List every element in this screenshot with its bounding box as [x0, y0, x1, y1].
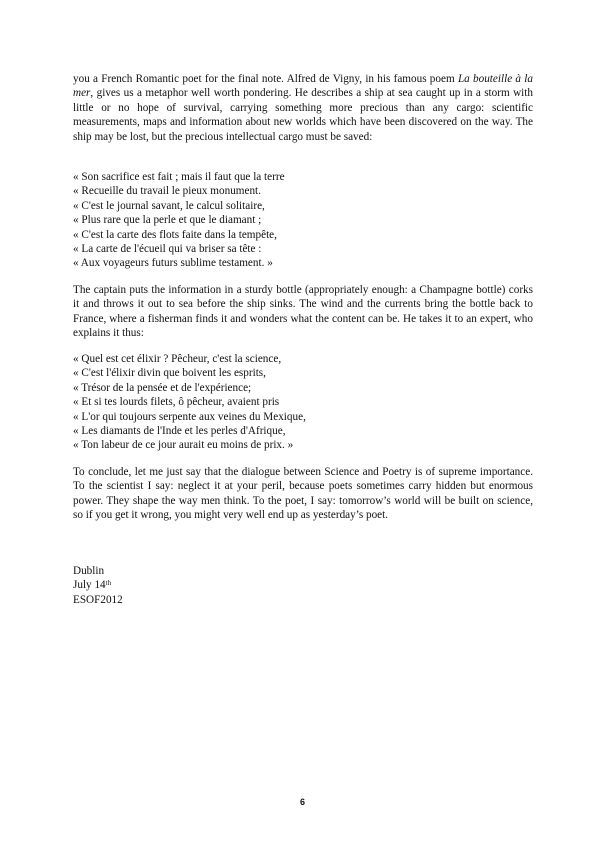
signature-date: July 14th: [73, 579, 112, 592]
poem-line: « C'est la carte des flots faite dans la tempête,: [73, 228, 277, 241]
poem-line: « L'or qui toujours serpente aux veines du Mexique,: [73, 410, 306, 423]
poem-line: « Aux voyageurs futurs sublime testament. »: [73, 257, 273, 270]
paragraph-vigny-intro: [73, 72, 533, 144]
signature-block: [73, 564, 123, 607]
signature-place: Dublin: [73, 565, 105, 577]
page-number: 6: [299, 797, 305, 807]
signature-event: ESOF2012: [73, 593, 123, 606]
poem-line: « Recueille du travail le pieux monument.: [73, 185, 261, 198]
poem-line: « La carte de l'écueil qui va briser sa tête :: [73, 243, 262, 256]
poem-line: « Son sacrifice est fait ; mais il faut que la terre: [73, 171, 285, 183]
paragraph-captain: The captain puts the information in a sturdy bottle (appropriately enough: a Champagne bottle) corks it and throws it out to sea before the ship sinks. The wind and the currents bring the bottle back to France, where a fisherman finds it and wonders what the content can be. He takes it to an expert, who explains it thus:: [73, 284, 533, 340]
paragraph-text: , gives us a metaphor well worth pondering. He describes a ship at sea caught up in a storm with little or no hope of survival, carrying something more precious than any cargo: scientific measurements, maps and information about new worlds which have been discovered on the way. The ship may be lost, but the precious intellectual cargo must be saved:: [73, 87, 533, 143]
poem-line: « C'est l'élixir divin que boivent les esprits,: [73, 367, 266, 380]
paragraph-conclusion: To conclude, let me just say that the dialogue between Science and Poetry is of supreme importance. To the scientist I say: neglect it at your peril, because poets sometimes carry hidden but enormous power. They shape the way men think. To the poet, I say: tomorrow’s world will be built on science, so if you get it wrong, you might very well end up as yesterday’s poet.: [73, 466, 533, 522]
poem-line: « Quel est cet élixir ? Pêcheur, c'est la science,: [73, 353, 282, 365]
poem-line: « Et si tes lourds filets, ô pêcheur, avaient pris: [73, 396, 280, 409]
poem-stanza-2: [73, 352, 533, 453]
poem-line: « Trésor de la pensée et de l'expérience;: [73, 381, 252, 394]
poem-line: « Plus rare que la perle et que le diamant ;: [73, 214, 262, 227]
poem-line: « Les diamants de l'Inde et les perles d'Afrique,: [73, 425, 286, 438]
poem-line: « C'est le journal savant, le calcul solitaire,: [73, 199, 265, 212]
poem-stanza-1: [73, 170, 533, 271]
poem-title: La bouteille à la mer: [73, 73, 533, 100]
paragraph-text: you a French Romantic poet for the final note. Alfred de Vigny, in his famous poem: [73, 73, 458, 85]
poem-line: « Ton labeur de ce jour aurait eu moins de prix. »: [73, 439, 294, 452]
